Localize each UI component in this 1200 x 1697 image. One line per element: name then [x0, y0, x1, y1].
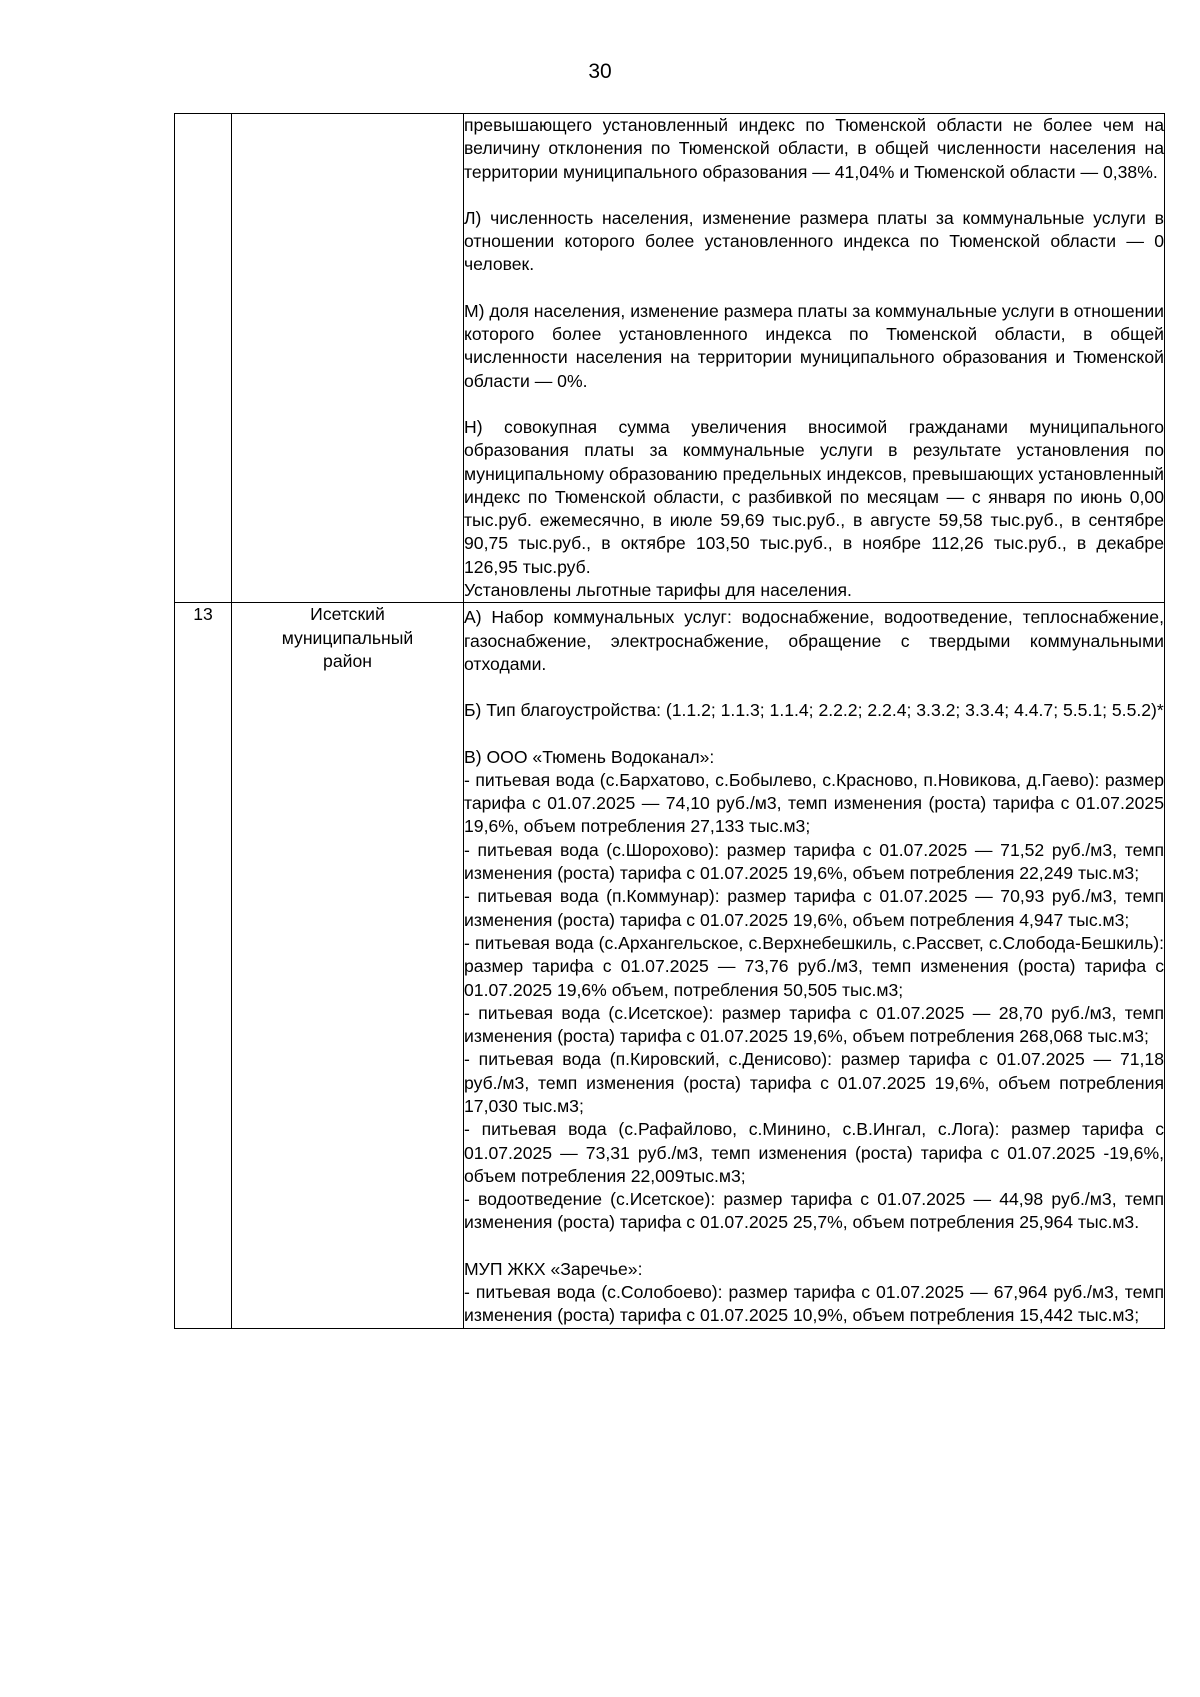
paragraph: - питьевая вода (с.Солобоево): размер тарифа с 01.07.2025 — 67,964 руб./м3, темп изменения (роста) тарифа с 01.07.2025 10,9%, объем потребления 15,442 тыс.м3; [464, 1282, 1164, 1326]
paragraph: Л) численность населения, изменение размера платы за коммунальные услуги в отношении которого более установленного индекса по Тюменской области — 0 человек. [464, 207, 1164, 275]
municipality-name-line: Исетский [310, 604, 385, 625]
row-number-cell [175, 114, 232, 603]
municipality-cell [232, 114, 464, 603]
paragraph: - питьевая вода (п.Коммунар): размер тарифа с 01.07.2025 — 70,93 руб./м3, темп изменения (роста) тарифа с 01.07.2025 19,6%, объем потребления 4,947 тыс.м3; [464, 886, 1164, 930]
municipality-cell [232, 603, 464, 1328]
paragraph: - питьевая вода (с.Бархатово, с.Бобылево, с.Красново, п.Новикова, д.Гаево): размер тарифа с 01.07.2025 — 74,10 руб./м3, темп изменения (роста) тарифа с 01.07.2025 19,6%, объем потребления 27,133 тыс.м3; [464, 769, 1164, 837]
paragraph: Б) Тип благоустройства: (1.1.2; 1.1.3; 1.1.4; 2.2.2; 2.2.4; 3.3.2; 3.3.4; 4.4.7; 5.5.1; 5.5.2)* [464, 700, 1164, 721]
paragraph: - питьевая вода (с.Исетское): размер тарифа с 01.07.2025 — 28,70 руб./м3, темп изменения (роста) тарифа с 01.07.2025 19,6%, объем потребления 268,068 тыс.м3; [464, 1002, 1164, 1047]
description-cell [464, 114, 1165, 603]
paragraph: - питьевая вода (п.Кировский, с.Денисово): размер тарифа с 01.07.2025 — 71,18 руб./м3, темп изменения (роста) тарифа с 01.07.2025 19,6%, объем потребления 17,030 тыс.м3; [464, 1049, 1164, 1116]
paragraph: В) ООО «Тюмень Водоканал»: [464, 746, 715, 767]
paragraph: Н) совокупная сумма увеличения вносимой гражданами муниципального образования платы за коммунальные услуги в результате установления по муниципальному образованию предельных индексов, превышающих установленный индекс по Тюменской области, с разбивкой по месяцам — с января по июнь 0,00 тыс.руб. ежемесячно, в июле 59,69 тыс.руб., в августе 59,58 тыс.руб., в сентябре 90,75 тыс.руб., в октябре 103,50 тыс.руб., в ноябре 112,26 тыс.руб., в декабре 126,95 тыс.руб. [464, 416, 1164, 577]
municipality-name-line: муниципальный [281, 627, 414, 648]
paragraph: Установлены льготные тарифы для населения. [464, 580, 852, 601]
tariff-table [174, 113, 1165, 1329]
table-row [175, 603, 1165, 1328]
paragraph: - питьевая вода (с.Рафайлово, с.Минино, с.В.Ингал, с.Лога): размер тарифа с 01.07.2025 — 73,31 руб./м3, темп изменения (роста) тарифа с 01.07.2025 -19,6%, объем потребления 22,009тыс.м3; [464, 1119, 1164, 1186]
paragraph: - водоотведение (с.Исетское): размер тарифа с 01.07.2025 — 44,98 руб./м3, темп изменения (роста) тарифа с 01.07.2025 25,7%, объем потребления 25,964 тыс.м3. [464, 1189, 1164, 1233]
paragraph: - питьевая вода (с.Архангельское, с.Верхнебешкиль, с.Рассвет, с.Слобода-Бешкиль): размер тарифа с 01.07.2025 — 73,76 руб./м3, темп изменения (роста) тарифа с 01.07.2025 19,6% объем, потребления 50,505 тыс.м3; [464, 932, 1164, 1000]
paragraph: - питьевая вода (с.Шорохово): размер тарифа с 01.07.2025 — 71,52 руб./м3, темп изменения (роста) тарифа с 01.07.2025 19,6%, объем потребления 22,249 тыс.м3; [464, 839, 1164, 884]
paragraph: МУП ЖКХ «Заречье»: [464, 1258, 643, 1279]
paragraph: превышающего установленный индекс по Тюменской области не более чем на величину отклонения по Тюменской области, в общей численности населения на территории муниципального образования — 41,04% и Тюменской области — 0,38%. [464, 115, 1164, 182]
table-row [175, 114, 1165, 603]
paragraph: А) Набор коммунальных услуг: водоснабжение, водоотведение, теплоснабжение, газоснабжение, электроснабжение, обращение с твердыми коммунальными отходами. [464, 607, 1164, 674]
municipality-name-line: район [323, 650, 372, 671]
row-number: 13 [193, 604, 213, 625]
row-number-cell [175, 603, 232, 1328]
page-number: 30 [588, 60, 612, 83]
paragraph: М) доля населения, изменение размера платы за коммунальные услуги в отношении которого более установленного индекса по Тюменской области, в общей численности населения на территории муниципального образования и Тюменской области — 0%. [464, 300, 1164, 391]
description-cell [464, 603, 1165, 1328]
